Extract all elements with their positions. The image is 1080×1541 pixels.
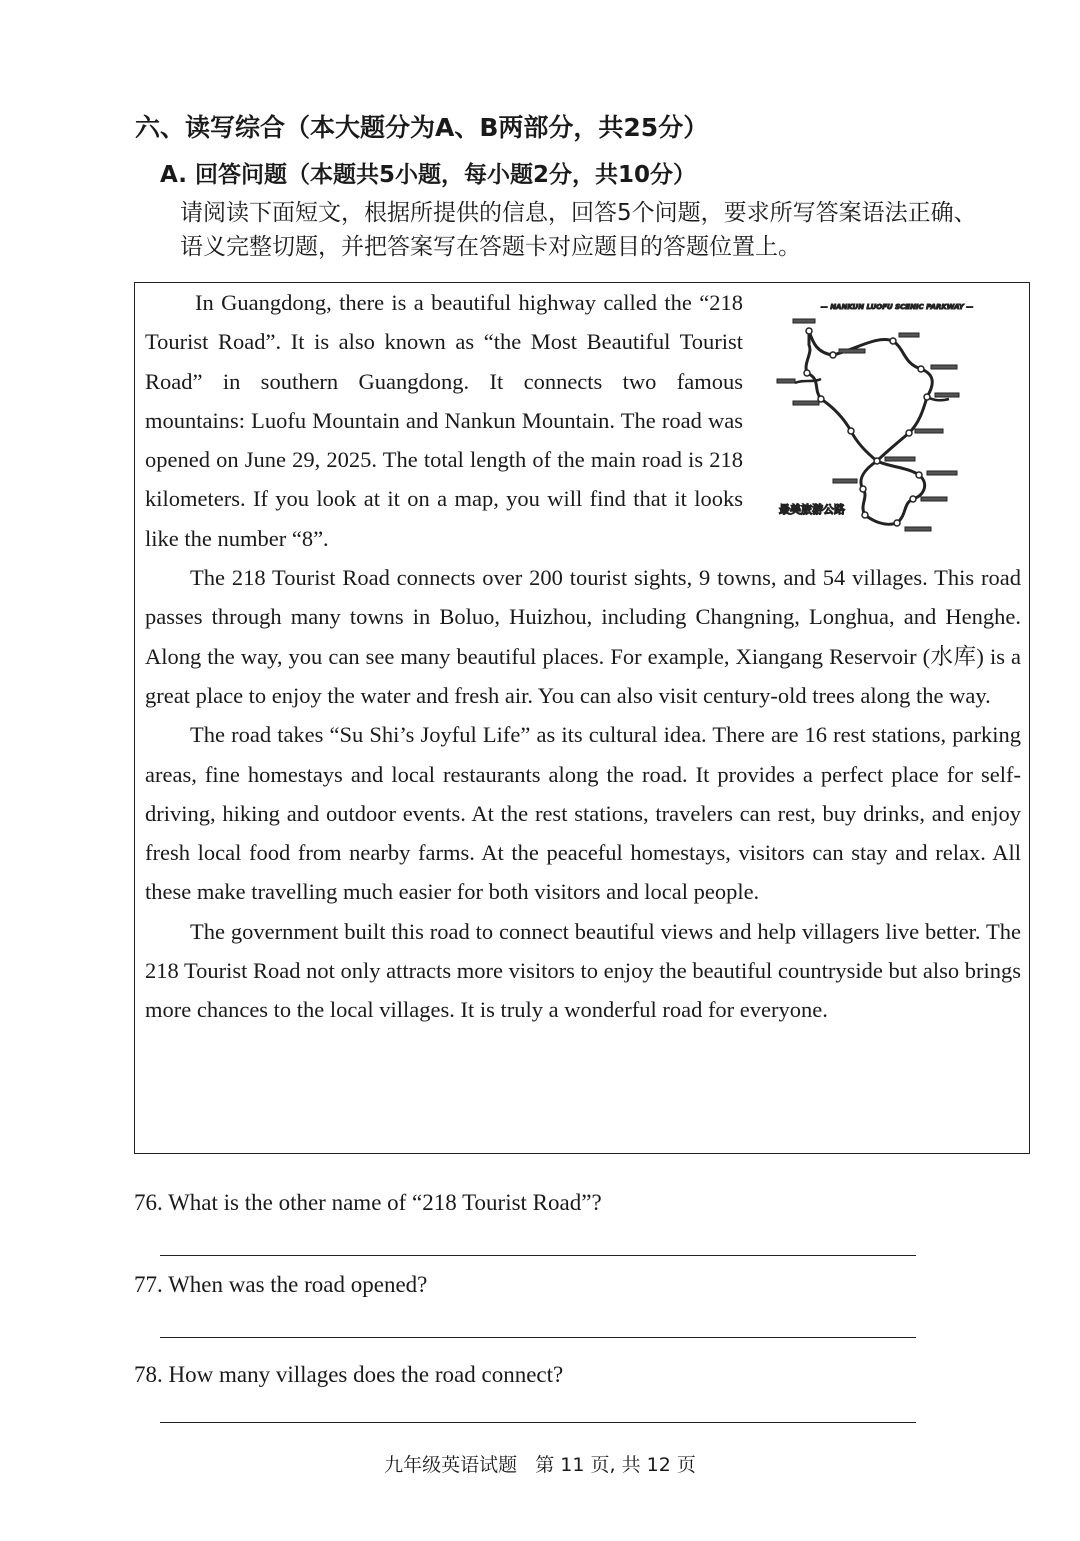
footer-page-number: 第 11 页, 共 12 页	[535, 1454, 696, 1476]
map-stop-label	[905, 527, 931, 531]
map-stop	[830, 352, 836, 358]
map-stop	[848, 428, 854, 434]
map-stop-label	[915, 429, 943, 433]
map-stop	[890, 338, 896, 344]
map-stop	[860, 486, 866, 492]
page-footer	[0, 1450, 1080, 1477]
map-stop	[804, 370, 810, 376]
passage-paragraph: The government built this road to connect beautiful views and help villagers live better. The 218 Tourist Road not only attracts more visitors to enjoy the beautiful countryside but also brings more chances to the local villages. It is truly a wonderful road for everyone.	[145, 918, 1022, 1023]
map-stop	[862, 512, 868, 518]
map-stop	[874, 458, 880, 464]
map-stop-label	[885, 457, 915, 461]
answer-line-76[interactable]	[160, 1255, 916, 1256]
passage-box	[134, 282, 1030, 1154]
map-stop	[894, 520, 900, 526]
map-stop	[916, 472, 922, 478]
route-lower-loop	[861, 461, 925, 524]
map-stop-label	[793, 319, 815, 323]
answer-line-78[interactable]	[160, 1422, 916, 1423]
part-title: A. 回答问题（本题共5小题，每小题2分，共10分）	[160, 162, 696, 188]
map-stop	[806, 328, 812, 334]
instructions: 请阅读下面短文，根据所提供的信息，回答5个问题，要求所写答案语法正确、语义完整切题，并把答案写在答题卡对应题目的答题位置上。	[180, 200, 977, 260]
route-map-graphic	[773, 283, 1021, 549]
map-stop-label	[899, 333, 919, 337]
map-stop	[910, 496, 916, 502]
route-map	[773, 283, 1021, 549]
map-stop-label	[931, 365, 957, 369]
section-title: 六、读写综合（本大题分为A、B两部分，共25分）	[135, 113, 709, 142]
route-upper-loop	[806, 331, 932, 461]
answer-line-77[interactable]	[160, 1337, 916, 1338]
footer-exam-name: 九年级英语试题	[384, 1454, 518, 1476]
question-78: 78. How many villages does the road connect?	[134, 1362, 564, 1387]
passage	[145, 283, 1021, 1030]
map-stop	[924, 394, 930, 400]
map-caption: 最美旅游公路	[779, 503, 845, 516]
map-stop-label	[935, 393, 959, 397]
map-title: — NANKUN LUOFU SCENIC PARKWAY —	[820, 303, 974, 311]
map-stop-label	[921, 497, 947, 501]
passage-paragraph: In Guangdong, there is a beautiful highway called the “218 Tourist Road”. It is also known as “the Most Beautiful Tourist Road” in southern Guangdong. It connects two famous mountains: Luofu Mountain and Nankun Mountain. The road was opened on June 29, 2025. The total length of the main road is 218 kilometers. If you look at it on a map, you will find that it looks like the number “8”.	[145, 290, 743, 551]
map-stop-label	[839, 349, 865, 353]
map-stop-label	[833, 479, 857, 483]
passage-paragraph: The 218 Tourist Road connects over 200 tourist sights, 9 towns, and 54 villages. This road passes through many towns in Boluo, Huizhou, including Changning, Longhua, and Henghe. Along the way, you can see many beautiful places. For example, Xiangang Reservoir (水库) is a great place to enjoy the water and fresh air. You can also visit century-old trees along the way.	[145, 565, 1021, 708]
map-stop-label	[793, 401, 819, 405]
map-stop-label	[777, 379, 795, 383]
question-76: 76. What is the other name of “218 Tourist Road”?	[134, 1190, 602, 1215]
passage-paragraph: The road takes “Su Shi’s Joyful Life” as its cultural idea. There are 16 rest stations, parking areas, fine homestays and local restaurants along the road. It provides a perfect place for self-driving, hiking and outdoor events. At the rest stations, travelers can rest, buy drinks, and enjoy fresh local food from nearby farms. At the peaceful homestays, visitors can stay and relax. All these make travelling much easier for both visitors and local people.	[145, 722, 1021, 905]
question-77: 77. When was the road opened?	[134, 1272, 428, 1297]
map-stop	[906, 430, 912, 436]
map-stop-label	[927, 471, 957, 475]
map-stop	[918, 366, 924, 372]
